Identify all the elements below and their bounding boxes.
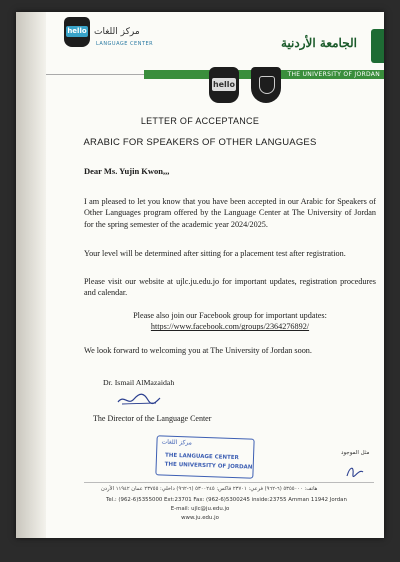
stamp-line-center: THE LANGUAGE CENTER (164, 452, 239, 462)
paragraph-website: Please visit our website at ujlc.ju.edu.jo for important updates, registration procedures and calendar. (84, 277, 376, 298)
greeting: Dear Ms. Yujin Kwon,,, (84, 166, 170, 176)
side-note: مثل الموجود (341, 450, 370, 456)
paragraph-level: Your level will be determined after sitting for a placement test after registration. (84, 249, 346, 258)
stamp-line-university: THE UNIVERSITY OF JORDAN (164, 461, 253, 471)
footer-arabic-contact: هاتف: ٥٣٥٥٠٠٠ (٦-٩٦٢) فرعي: ٢٣٧٠١ فاكس: ٥٣٠٠٢٤٥ (٦-٩٦٢) داخلي: ٢٣٧٥٥ عمان ١١٩٤٢ الأردن (101, 486, 318, 492)
facebook-link[interactable]: https://www.facebook.com/groups/2364276892/ (150, 322, 310, 332)
header-divider (46, 74, 144, 75)
paragraph-facebook (84, 310, 376, 333)
letter-page (16, 12, 384, 538)
language-center-english: LANGUAGE CENTER (96, 41, 154, 47)
signature-icon (116, 390, 162, 408)
university-shield-icon (251, 67, 281, 103)
footer-english-contact: Tel.: (962-6)5355000 Ext:23701 Fax: (962-6)5300245 inside:23755 Amman 11942 Jordan (106, 497, 347, 503)
initials-icon (344, 462, 366, 480)
page-edge-shadow (16, 12, 46, 538)
footer-email[interactable]: E-mail: ujlc@ju.edu.jo (170, 506, 230, 512)
university-english-banner: THE UNIVERSITY OF JORDAN (144, 70, 384, 79)
signatory-name: Dr. Ismail AlMazaidah (103, 378, 175, 387)
letter-title: LETTER OF ACCEPTANCE (140, 116, 260, 126)
facebook-intro: Please also join our Facebook group for important updates: (133, 311, 327, 320)
letter-subtitle: ARABIC FOR SPEAKERS OF OTHER LANGUAGES (83, 137, 317, 148)
footer-divider (84, 482, 374, 483)
footer-website[interactable]: www.ju.edu.jo (181, 515, 219, 521)
paragraph-acceptance: I am pleased to let you know that you have been accepted in our Arabic for Speakers of Other Languages program offered by the Language Center at The University of Jordan for the spring semester of the academic year 2024/2025. (84, 197, 376, 229)
center-hello-logo-icon: hello (209, 67, 239, 103)
official-stamp (155, 435, 254, 478)
paragraph-closing: We look forward to welcoming you at The University of Jordan soon. (84, 346, 312, 355)
hello-logo-icon: hello (64, 17, 90, 47)
university-emblem-icon (371, 29, 384, 63)
stamp-arabic: مركز اللغات (161, 438, 193, 447)
signatory-role: The Director of the Language Center (93, 414, 212, 423)
university-arabic-name: الجامعة الأردنية (281, 36, 357, 50)
language-center-arabic: مركز اللغات (94, 27, 140, 37)
